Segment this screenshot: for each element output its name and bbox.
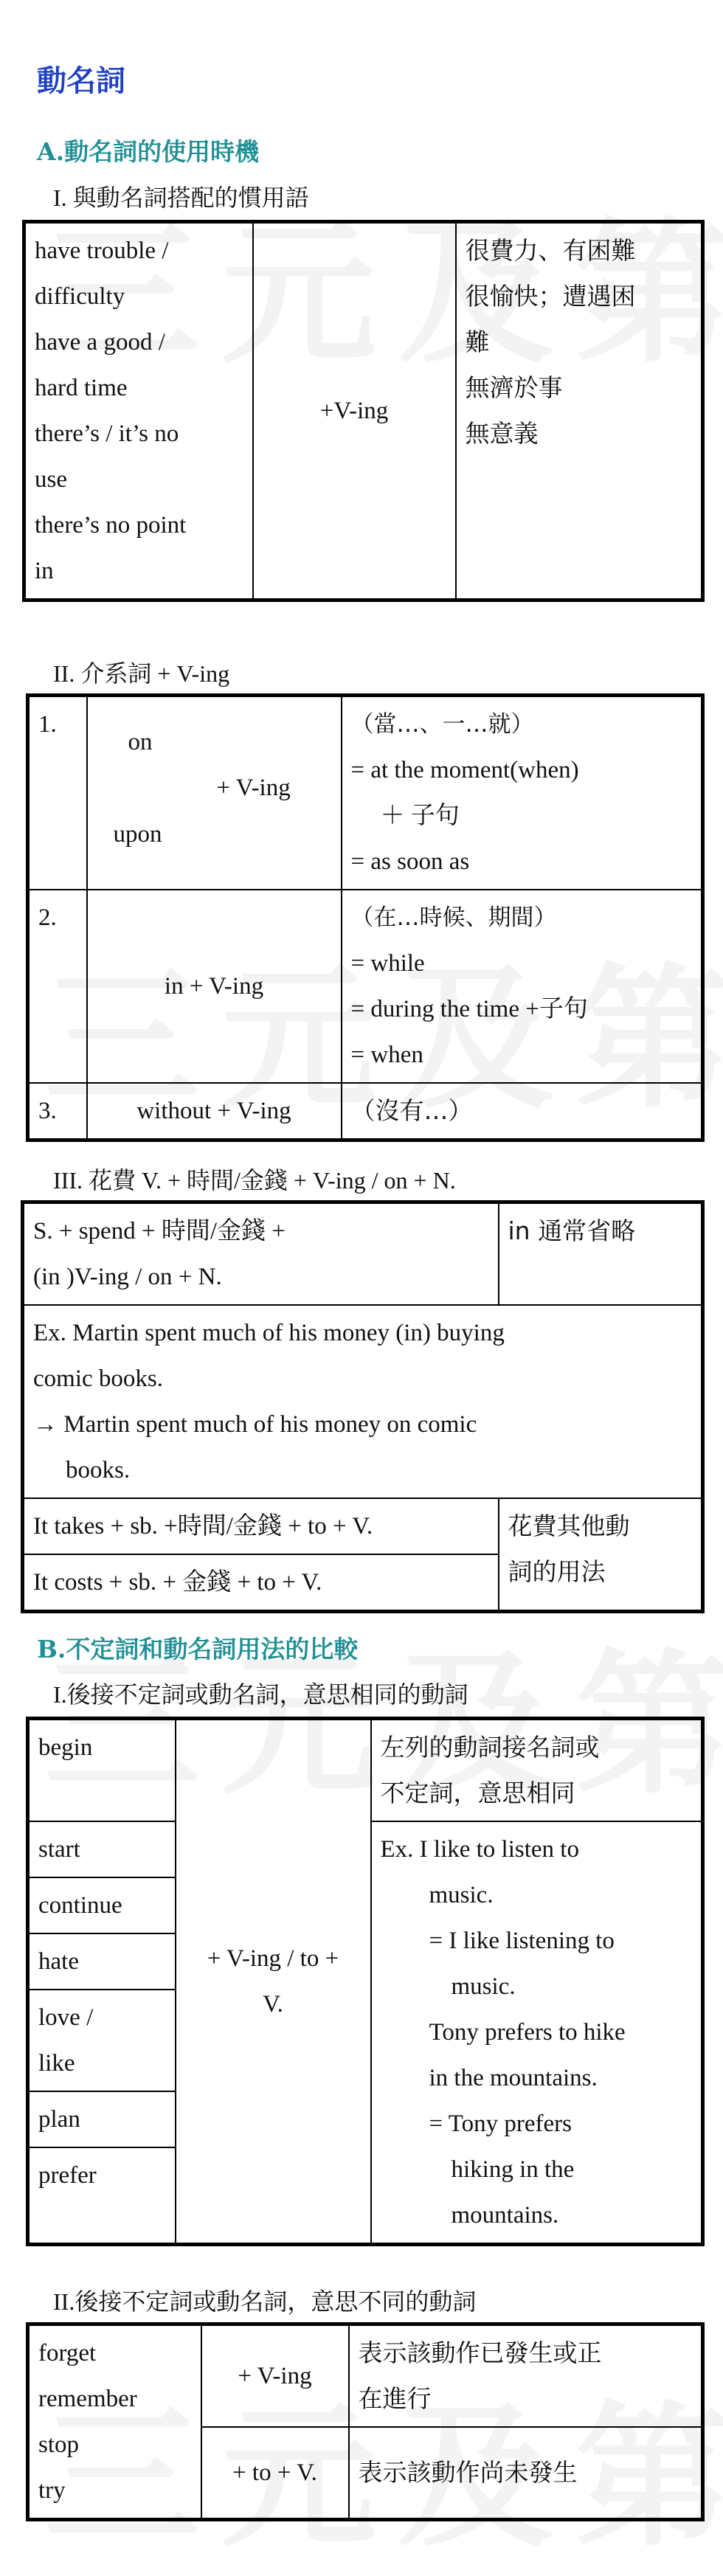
example-text: = Tony prefers bbox=[429, 2111, 572, 2137]
idiom-text: have a good / bbox=[35, 329, 165, 356]
verb-plan: plan bbox=[28, 2091, 176, 2147]
example-text: Ex. I like to listen to bbox=[380, 1836, 579, 1863]
verb-text: try bbox=[38, 2477, 66, 2504]
idiom-text: difficulty bbox=[35, 283, 125, 310]
pattern-text: S. + spend + 時間/金錢 + bbox=[33, 1218, 286, 1244]
example-text: books. bbox=[66, 1457, 131, 1483]
section-a-part3-title: III. 花費 V. + 時間/金錢 + V-ing / on + N. bbox=[53, 1167, 456, 1194]
idiom-text: there’s / it’s no bbox=[35, 420, 179, 447]
section-b-part1-title: I.後接不定詞或動名詞，意思相同的動詞 bbox=[53, 1681, 468, 1708]
idiom-text: use bbox=[35, 466, 67, 493]
meaning-text: （當…、一…就） bbox=[350, 711, 534, 738]
without-ving-cell: without + V-ing bbox=[87, 1083, 342, 1140]
spend-table bbox=[21, 1200, 705, 1613]
ving-meaning bbox=[349, 2324, 703, 2428]
ving-text: + V-ing bbox=[216, 775, 291, 801]
other-spend-note bbox=[499, 1498, 703, 1612]
verbs-cell bbox=[28, 2324, 201, 2520]
meaning-text: 難 bbox=[465, 328, 490, 356]
preposition-ving-table bbox=[26, 693, 705, 1142]
example-text: → Martin spent much of his money on comic bbox=[33, 1411, 477, 1438]
spend-example bbox=[23, 1305, 703, 1498]
takes-pattern: It takes + sb. +時間/金錢 + to + V. bbox=[23, 1498, 499, 1554]
meaning-text: 表示該動作已發生或正 bbox=[358, 2338, 602, 2367]
ving-pattern: +V-ing bbox=[253, 222, 456, 600]
on-text: on bbox=[128, 729, 153, 755]
without-meaning: （沒有…） bbox=[342, 1083, 703, 1140]
meaning-text: = as soon as bbox=[350, 848, 470, 875]
form-text: V. bbox=[263, 1991, 283, 2018]
idiom-text: in bbox=[35, 558, 54, 584]
meaning-text: = during the time +子句 bbox=[350, 996, 588, 1022]
row-number: 2. bbox=[28, 890, 87, 1083]
idioms-column bbox=[24, 222, 253, 600]
example-text: in the mountains. bbox=[429, 2065, 598, 2091]
example-text: comic books. bbox=[33, 1365, 163, 1392]
verb-text: remember bbox=[38, 2386, 137, 2412]
meaning-text: 很愉快；遭遇困 bbox=[465, 282, 636, 311]
example-text: Ex. Martin spent much of his money (in) buying bbox=[33, 1320, 505, 1346]
verb-text: stop bbox=[38, 2431, 80, 2458]
idiom-text: hard time bbox=[35, 375, 128, 401]
spend-note: in 通常省略 bbox=[499, 1202, 703, 1306]
meaning-text: 很費力、有困難 bbox=[465, 236, 636, 265]
example-text: Tony prefers to hike bbox=[429, 2019, 626, 2046]
row-number: 3. bbox=[28, 1083, 87, 1140]
in-meaning bbox=[342, 890, 703, 1083]
meaning-text: = when bbox=[350, 1042, 423, 1068]
meaning-text: 無濟於事 bbox=[465, 373, 563, 402]
verb-prefer: prefer bbox=[28, 2147, 176, 2245]
gerund-idioms-table bbox=[22, 220, 705, 602]
page-title: 動名詞 bbox=[37, 64, 125, 98]
note-text: 花費其他動 bbox=[508, 1512, 630, 1540]
different-meaning-table bbox=[26, 2322, 705, 2521]
meaning-text: ＋ 子句 bbox=[380, 803, 460, 829]
idiom-text: there’s no point bbox=[35, 512, 187, 539]
meaning-text: （在…時候、期間） bbox=[350, 904, 557, 931]
note-text: 不定詞，意思相同 bbox=[380, 1779, 575, 1807]
example-text: mountains. bbox=[451, 2202, 559, 2229]
to-v-form: + to + V. bbox=[201, 2427, 349, 2520]
section-a-part1-title: I. 與動名詞搭配的慣用語 bbox=[53, 184, 309, 211]
note-text: 詞的用法 bbox=[508, 1557, 606, 1586]
verb-continue: continue bbox=[28, 1877, 176, 1933]
ving-form: + V-ing bbox=[201, 2324, 349, 2428]
on-upon-cell bbox=[87, 696, 342, 890]
costs-pattern: It costs + sb. + 金錢 + to + V. bbox=[23, 1554, 499, 1612]
spend-pattern bbox=[23, 1202, 499, 1306]
example-text: music. bbox=[451, 1973, 516, 2000]
form-text: + V-ing / to + bbox=[207, 1945, 339, 1972]
idiom-text: have trouble / bbox=[35, 238, 169, 264]
in-ving-cell: in + V-ing bbox=[87, 890, 342, 1083]
section-b-part2-title: II.後接不定詞或動名詞，意思不同的動詞 bbox=[53, 2288, 477, 2315]
on-upon-meaning bbox=[342, 696, 703, 890]
row-number: 1. bbox=[28, 696, 87, 890]
same-meaning-note bbox=[371, 1719, 703, 1822]
to-v-meaning: 表示該動作尚未發生 bbox=[349, 2427, 703, 2520]
meaning-text: 無意義 bbox=[465, 419, 539, 448]
verb-begin: begin bbox=[28, 1719, 176, 1822]
upon-text: upon bbox=[113, 821, 162, 848]
meaning-text: = at the moment(when) bbox=[350, 757, 579, 783]
meanings-column bbox=[456, 222, 703, 600]
verb-love-like: love / like bbox=[28, 1990, 176, 2091]
section-a-title: A.動名詞的使用時機 bbox=[37, 137, 260, 166]
ving-or-to-v bbox=[176, 1719, 371, 2245]
example-text: = I like listening to bbox=[429, 1928, 615, 1954]
verb-start: start bbox=[28, 1821, 176, 1877]
verb-hate: hate bbox=[28, 1933, 176, 1990]
same-meaning-examples bbox=[371, 1821, 703, 2245]
verb-text: forget bbox=[38, 2340, 97, 2366]
same-meaning-table bbox=[26, 1717, 705, 2246]
note-text: 左列的動詞接名詞或 bbox=[380, 1733, 600, 1762]
example-text: hiking in the bbox=[451, 2156, 575, 2183]
example-text: music. bbox=[429, 1882, 494, 1908]
section-b-title: B.不定詞和動名詞用法的比較 bbox=[37, 1635, 359, 1663]
meaning-text: = while bbox=[350, 950, 425, 977]
section-a-part2-title: II. 介系詞 + V-ing bbox=[53, 660, 230, 687]
pattern-text: (in )V-ing / on + N. bbox=[33, 1264, 222, 1290]
meaning-text: 在進行 bbox=[358, 2384, 432, 2413]
